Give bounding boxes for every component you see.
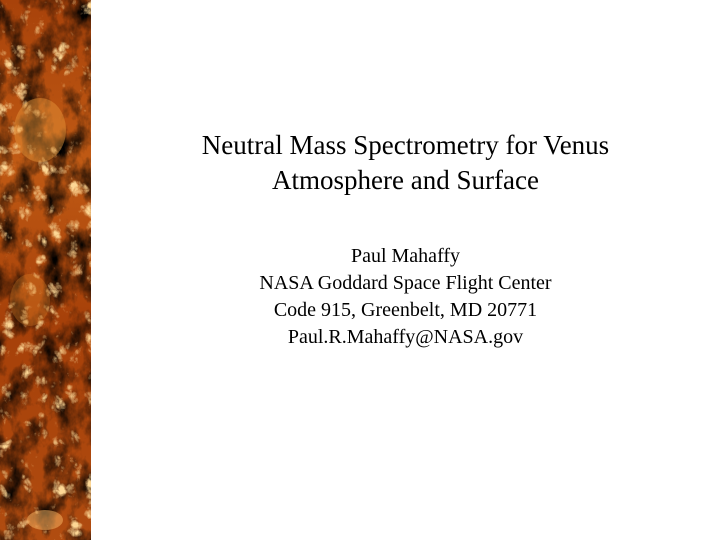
- author-block: [91, 243, 720, 351]
- slide-title: [91, 128, 720, 198]
- title-line-1: Neutral Mass Spectrometry for Venus: [201, 130, 610, 160]
- author-name: Paul Mahaffy: [350, 245, 461, 267]
- venus-surface-image: [0, 0, 91, 540]
- slide-content: [91, 0, 720, 540]
- author-organization: NASA Goddard Space Flight Center: [259, 272, 552, 294]
- author-address: Code 915, Greenbelt, MD 20771: [273, 299, 538, 321]
- title-line-2: Atmosphere and Surface: [272, 165, 539, 195]
- author-email: Paul.R.Mahaffy@NASA.gov: [287, 326, 524, 348]
- venus-surface-texture: [0, 0, 91, 540]
